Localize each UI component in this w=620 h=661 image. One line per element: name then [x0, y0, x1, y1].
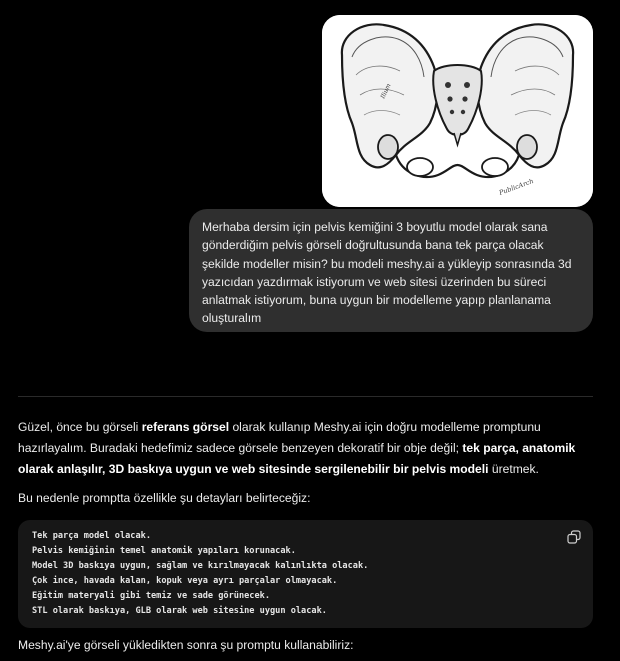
- message-divider: [18, 396, 593, 397]
- assistant-paragraph-2: [18, 488, 593, 509]
- code-line: STL olarak baskıya, GLB olarak web sitesine uygun olacak.: [32, 606, 327, 616]
- para1-text-2: olarak kullanıp Meshy.ai için doğru modelleme promptunu hazırlayalım. Buradaki hedefimiz sadece görsele benzeyen dekoratif bir obje değil;: [18, 420, 541, 455]
- user-message-text: Merhaba dersim için pelvis kemiğini 3 boyutlu model olarak sana gönderdiğim pelvis görseli doğrultusunda bana tek parça olacak şekilde modeller misin? bu modeli meshy.ai a yükleyip sonrasında 3d yazıcıdan yazdırmak istiyorum ve web sitesi üzerinden bu süreci anlatmak istiyorum, buna uygun bir modelleme yapıp planlanama oluşturalım: [202, 220, 572, 326]
- user-message-bubble: [189, 209, 593, 332]
- para1-text-1: Güzel, önce bu görseli: [18, 420, 142, 434]
- code-line: Eğitim materyali gibi temiz ve sade görünecek.: [32, 591, 270, 601]
- copy-icon: [567, 530, 581, 544]
- assistant-paragraph-1: [18, 417, 593, 480]
- para2-text: Bu nedenle promptta özellikle şu detayları belirteceğiz:: [18, 491, 311, 505]
- copy-code-button[interactable]: [567, 530, 581, 544]
- code-block: [18, 520, 593, 628]
- code-line: Çok ince, havada kalan, kopuk veya ayrı parçalar olmayacak.: [32, 576, 338, 586]
- code-line: Model 3D baskıya uygun, sağlam ve kırılmayacak kalınlıkta olacak.: [32, 561, 369, 571]
- code-line: Pelvis kemiğinin temel anatomik yapıları korunacak.: [32, 546, 296, 556]
- assistant-paragraph-3: [18, 635, 593, 656]
- code-line: Tek parça model olacak.: [32, 531, 151, 541]
- para1-text-3: üretmek.: [488, 462, 539, 476]
- para1-bold-2: tek parça, anatomik olarak anlaşılır, 3D baskıya uygun ve web sitesinde sergilenebilir bir pelvis modeli: [18, 441, 576, 476]
- para1-bold-1: referans görsel: [141, 420, 230, 434]
- pelvis-bone-illustration-icon: [322, 15, 593, 207]
- user-uploaded-image[interactable]: [322, 15, 593, 207]
- para3-text: Meshy.ai'ye görseli yükledikten sonra şu promptu kullanabiliriz:: [18, 638, 354, 652]
- ilium-label: Ilium: [379, 82, 393, 100]
- public-arch-label: PublicArch: [497, 176, 535, 197]
